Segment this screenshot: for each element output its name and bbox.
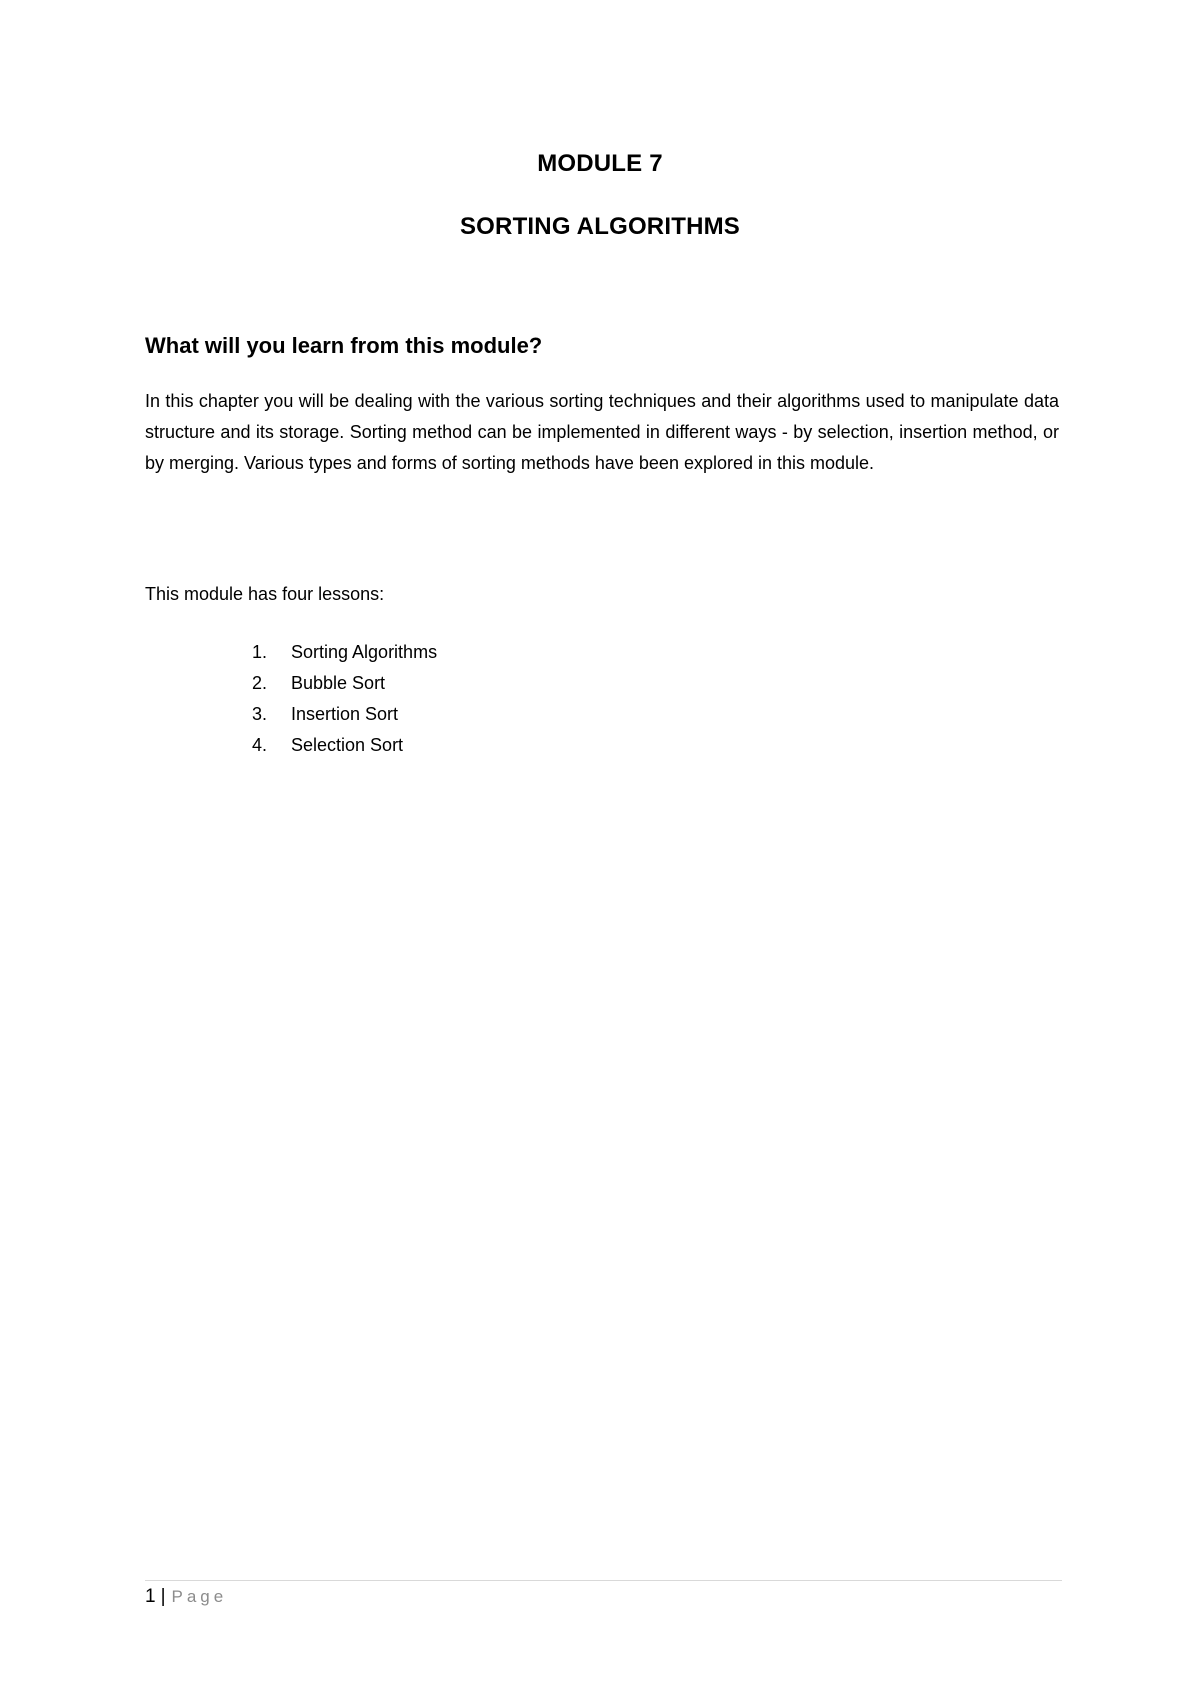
lesson-list [252, 637, 437, 761]
list-item-label: Sorting Algorithms [291, 642, 438, 662]
list-item-number: 4. [252, 735, 268, 755]
page-number: 1 [145, 1586, 156, 1607]
list-item-label: Bubble Sort [291, 673, 386, 693]
footer-separator: | [160, 1586, 166, 1607]
list-item-label: Selection Sort [291, 735, 404, 755]
list-item-number: 2. [252, 673, 268, 693]
list-item-number: 1. [252, 642, 268, 662]
list-item-label: Insertion Sort [291, 704, 399, 724]
list-item [252, 668, 437, 699]
list-item [252, 699, 437, 730]
section-heading: What will you learn from this module? [145, 333, 543, 358]
module-subtitle: SORTING ALGORITHMS [459, 213, 741, 240]
lessons-intro: This module has four lessons: [145, 584, 385, 604]
page-footer [145, 1586, 227, 1608]
module-title: MODULE 7 [537, 150, 663, 177]
page-label: Page [171, 1587, 228, 1606]
footer-divider [145, 1580, 1062, 1581]
list-item [252, 637, 437, 668]
list-item-number: 3. [252, 704, 268, 724]
intro-paragraph: In this chapter you will be dealing with the various sorting techniques and their algorithms used to manipulate data structure and its storage. Sorting method can be implemented in different ways - by selection, insertion method, or by merging. Various types and forms of sorting methods have been explored in this module. [145, 391, 1059, 473]
list-item [252, 730, 437, 761]
